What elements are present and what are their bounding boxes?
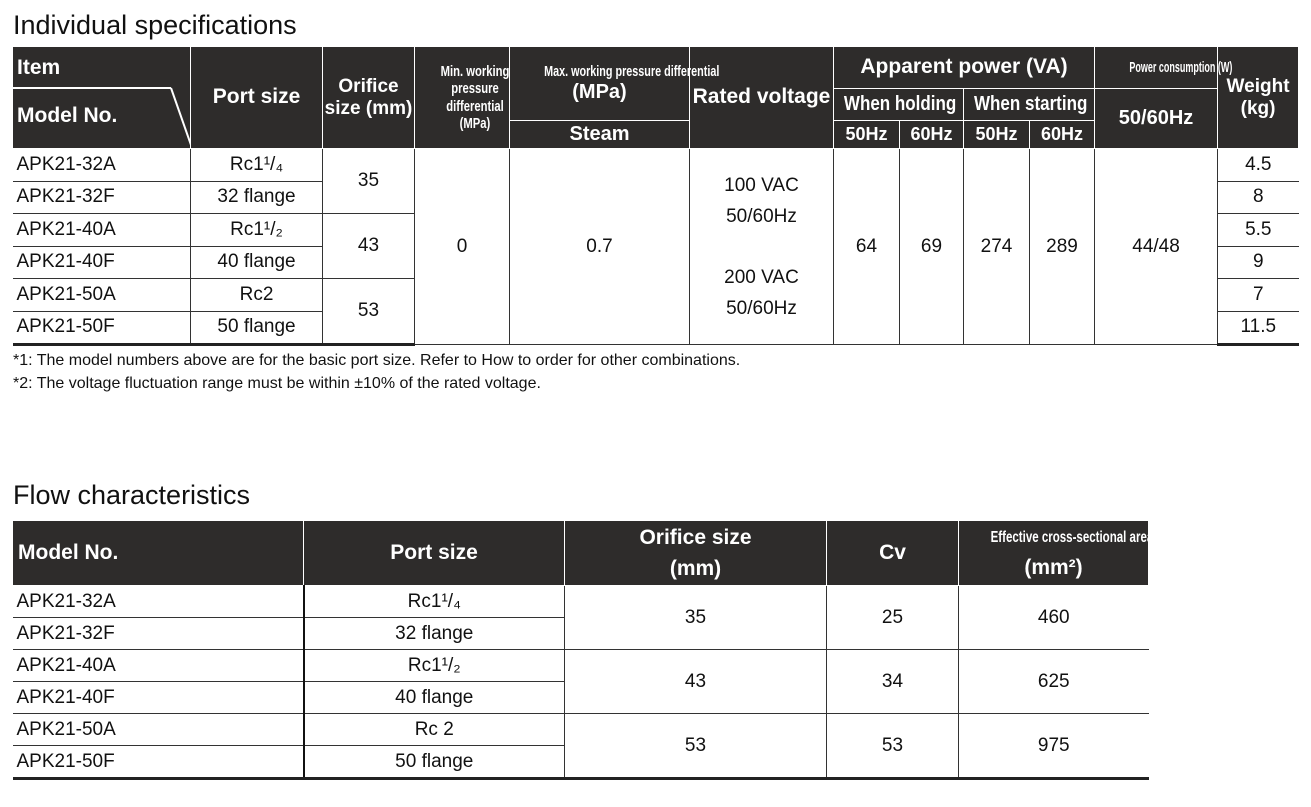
- model-cell: APK21-50F: [13, 746, 304, 779]
- table-row: [13, 714, 1149, 746]
- model-cell: APK21-40A: [13, 650, 304, 682]
- max-working-header: Max. working pressure differential (MPa): [510, 47, 690, 121]
- model-cell: APK21-40F: [13, 246, 191, 279]
- min-working-cell: 0: [415, 149, 510, 345]
- power-cell: 44/48: [1095, 149, 1218, 345]
- footnote-1: *1: The model numbers above are for the basic port size. Refer to How to order for other combinations.: [13, 352, 741, 369]
- cv-cell: 25: [827, 586, 959, 650]
- orifice-header: Orifice size (mm): [323, 47, 415, 149]
- port-cell: 40 flange: [304, 682, 565, 714]
- area-cell: 460: [959, 586, 1149, 650]
- port-cell: 32 flange: [304, 618, 565, 650]
- when-starting-header: When starting: [964, 89, 1095, 121]
- orifice-cell: 43: [323, 214, 415, 279]
- footnote-2: *2: The voltage fluctuation range must be within ±10% of the rated voltage.: [13, 375, 541, 392]
- flow-model-header: Model No.: [13, 521, 304, 586]
- starting-60hz-header: 60Hz: [1030, 121, 1095, 149]
- starting-50hz-header: 50Hz: [964, 121, 1030, 149]
- flow-area-header: Effective cross-sectional area (mm²): [959, 521, 1149, 586]
- orifice-cell: 43: [565, 650, 827, 714]
- port-cell: 32 flange: [191, 181, 323, 214]
- holding-60hz-header: 60Hz: [900, 121, 964, 149]
- holding-50hz-header: 50Hz: [834, 121, 900, 149]
- apparent-power-header: Apparent power (VA): [834, 47, 1095, 89]
- model-cell: APK21-32F: [13, 181, 191, 214]
- holding-50hz-cell: 64: [834, 149, 900, 345]
- flow-cv-header: Cv: [827, 521, 959, 586]
- orifice-cell: 35: [565, 586, 827, 650]
- port-cell: Rc 2: [304, 714, 565, 746]
- area-cell: 975: [959, 714, 1149, 779]
- item-label: Item: [17, 56, 61, 79]
- flow-title: Flow characteristics: [13, 480, 251, 510]
- weight-cell: 5.5: [1218, 214, 1299, 247]
- flow-table: [12, 520, 1154, 780]
- table-row: [13, 586, 1149, 618]
- weight-cell: 4.5: [1218, 149, 1299, 182]
- holding-60hz-cell: 69: [900, 149, 964, 345]
- min-working-header: Min. working pressure differential (MPa): [415, 47, 510, 149]
- area-cell: 625: [959, 650, 1149, 714]
- spec-table: [12, 46, 1299, 346]
- weight-header: Weight (kg): [1218, 47, 1299, 149]
- steam-header: Steam: [510, 121, 690, 149]
- when-holding-header: When holding: [834, 89, 964, 121]
- weight-cell: 9: [1218, 246, 1299, 279]
- power-consumption-header: Power consumption (W): [1095, 47, 1218, 89]
- port-cell: 40 flange: [191, 246, 323, 279]
- orifice-cell: 53: [323, 279, 415, 345]
- model-cell: APK21-32A: [13, 586, 304, 618]
- model-cell: APK21-32F: [13, 618, 304, 650]
- weight-cell: 8: [1218, 181, 1299, 214]
- max-working-cell: 0.7: [510, 149, 690, 345]
- model-cell: APK21-50A: [13, 279, 191, 312]
- model-no-label: Model No.: [17, 104, 118, 127]
- port-cell: Rc1¹/₂: [191, 214, 323, 247]
- starting-50hz-cell: 274: [964, 149, 1030, 345]
- cv-cell: 34: [827, 650, 959, 714]
- flow-orifice-header: Orifice size (mm): [565, 521, 827, 586]
- model-cell: APK21-32A: [13, 149, 191, 182]
- orifice-cell: 35: [323, 149, 415, 214]
- port-size-header: Port size: [191, 47, 323, 149]
- item-model-header: [13, 47, 191, 149]
- weight-cell: 11.5: [1218, 311, 1299, 345]
- model-cell: APK21-40F: [13, 682, 304, 714]
- port-cell: Rc1¹/₄: [304, 586, 565, 618]
- cv-cell: 53: [827, 714, 959, 779]
- port-cell: 50 flange: [304, 746, 565, 779]
- orifice-cell: 53: [565, 714, 827, 779]
- table-row: [13, 149, 1299, 182]
- weight-cell: 7: [1218, 279, 1299, 312]
- rated-voltage-cell: 100 VAC 50/60Hz 200 VAC 50/60Hz: [690, 149, 834, 345]
- spec-title: Individual specifications: [13, 10, 297, 40]
- flow-port-header: Port size: [304, 521, 565, 586]
- starting-60hz-cell: 289: [1030, 149, 1095, 345]
- port-cell: 50 flange: [191, 311, 323, 345]
- model-cell: APK21-50F: [13, 311, 191, 345]
- port-cell: Rc2: [191, 279, 323, 312]
- model-cell: APK21-40A: [13, 214, 191, 247]
- table-row: [13, 650, 1149, 682]
- rated-voltage-header: Rated voltage: [690, 47, 834, 149]
- model-cell: APK21-50A: [13, 714, 304, 746]
- port-cell: Rc1¹/₂: [304, 650, 565, 682]
- power-hz-header: 50/60Hz: [1095, 89, 1218, 149]
- footnotes: [13, 349, 740, 395]
- port-cell: Rc1¹/₄: [191, 149, 323, 182]
